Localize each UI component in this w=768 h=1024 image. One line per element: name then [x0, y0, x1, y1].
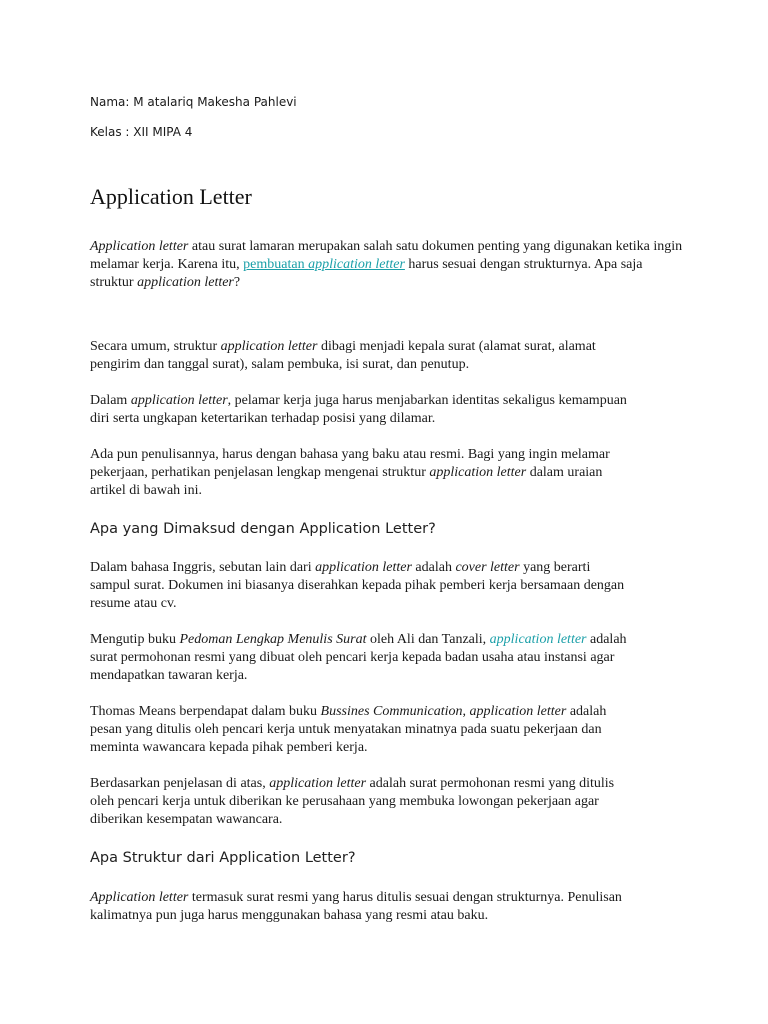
paragraph-conclusion: Berdasarkan penjelasan di atas, application letter adalah surat permohonan resmi yang ditulis oleh pencari kerja untuk diberikan ke perusahaan yang membuka lowongan pekerjaan agar diberikan kesempatan wawancara.	[90, 776, 615, 827]
section-heading-structure: Apa Struktur dari Application Letter?	[90, 850, 356, 866]
application-letter-link[interactable]: application letter	[308, 257, 405, 272]
student-name: Nama: M atalariq Makesha Pahlevi	[90, 95, 297, 109]
section-heading-definition: Apa yang Dimaksud dengan Application Letter?	[90, 521, 436, 537]
document-title: Application Letter	[90, 184, 252, 209]
paragraph-citation-book: Mengutip buku Pedoman Lengkap Menulis Surat oleh Ali dan Tanzali, application letter adalah surat permohonan resmi yang dibuat oleh pencari kerja kepada badan usaha atau instansi agar mendapatkan tawaran kerja.	[90, 632, 627, 683]
intro-paragraph: Application letter atau surat lamaran merupakan salah satu dokumen penting yang digunakan ketika ingin melamar kerja. Karena itu, pembuatan application letter harus sesuai dengan strukturnya. Apa saja struktur application letter?	[90, 239, 683, 290]
paragraph-identity: Dalam application letter, pelamar kerja juga harus menjabarkan identitas sekaligus kemampuan diri serta ungkapan ketertarikan terhadap posisi yang dilamar.	[90, 393, 627, 426]
pembuatan-link[interactable]: pembuatan	[243, 257, 309, 272]
student-class: Kelas : XII MIPA 4	[90, 125, 193, 139]
paragraph-thomas-means: Thomas Means berpendapat dalam buku Bussines Communication, application letter adalah pesan yang ditulis oleh pencari kerja untuk menyatakan minatnya pada suatu pekerjaan dan meminta wawancara kepada pihak pemberi kerja.	[90, 704, 607, 755]
paragraph-structure-general: Secara umum, struktur application letter dibagi menjadi kepala surat (alamat surat, alamat pengirim dan tanggal surat), salam pembuka, isi surat, dan penutup.	[90, 339, 596, 372]
paragraph-writing: Ada pun penulisannya, harus dengan bahasa yang baku atau resmi. Bagi yang ingin melamar pekerjaan, perhatikan penjelasan lengkap mengenai struktur application letter dalam uraian artikel di bawah ini.	[90, 447, 610, 498]
paragraph-formal-letter: Application letter termasuk surat resmi yang harus ditulis sesuai dengan strukturnya. Penulisan kalimatnya pun juga harus menggunakan bahasa yang resmi atau baku.	[90, 890, 622, 923]
paragraph-cover-letter: Dalam bahasa Inggris, sebutan lain dari application letter adalah cover letter yang berarti sampul surat. Dokumen ini biasanya diserahkan kepada pihak pemberi kerja bersamaan dengan resume atau cv.	[90, 560, 625, 611]
application-letter-link-2[interactable]: application letter	[489, 632, 587, 647]
